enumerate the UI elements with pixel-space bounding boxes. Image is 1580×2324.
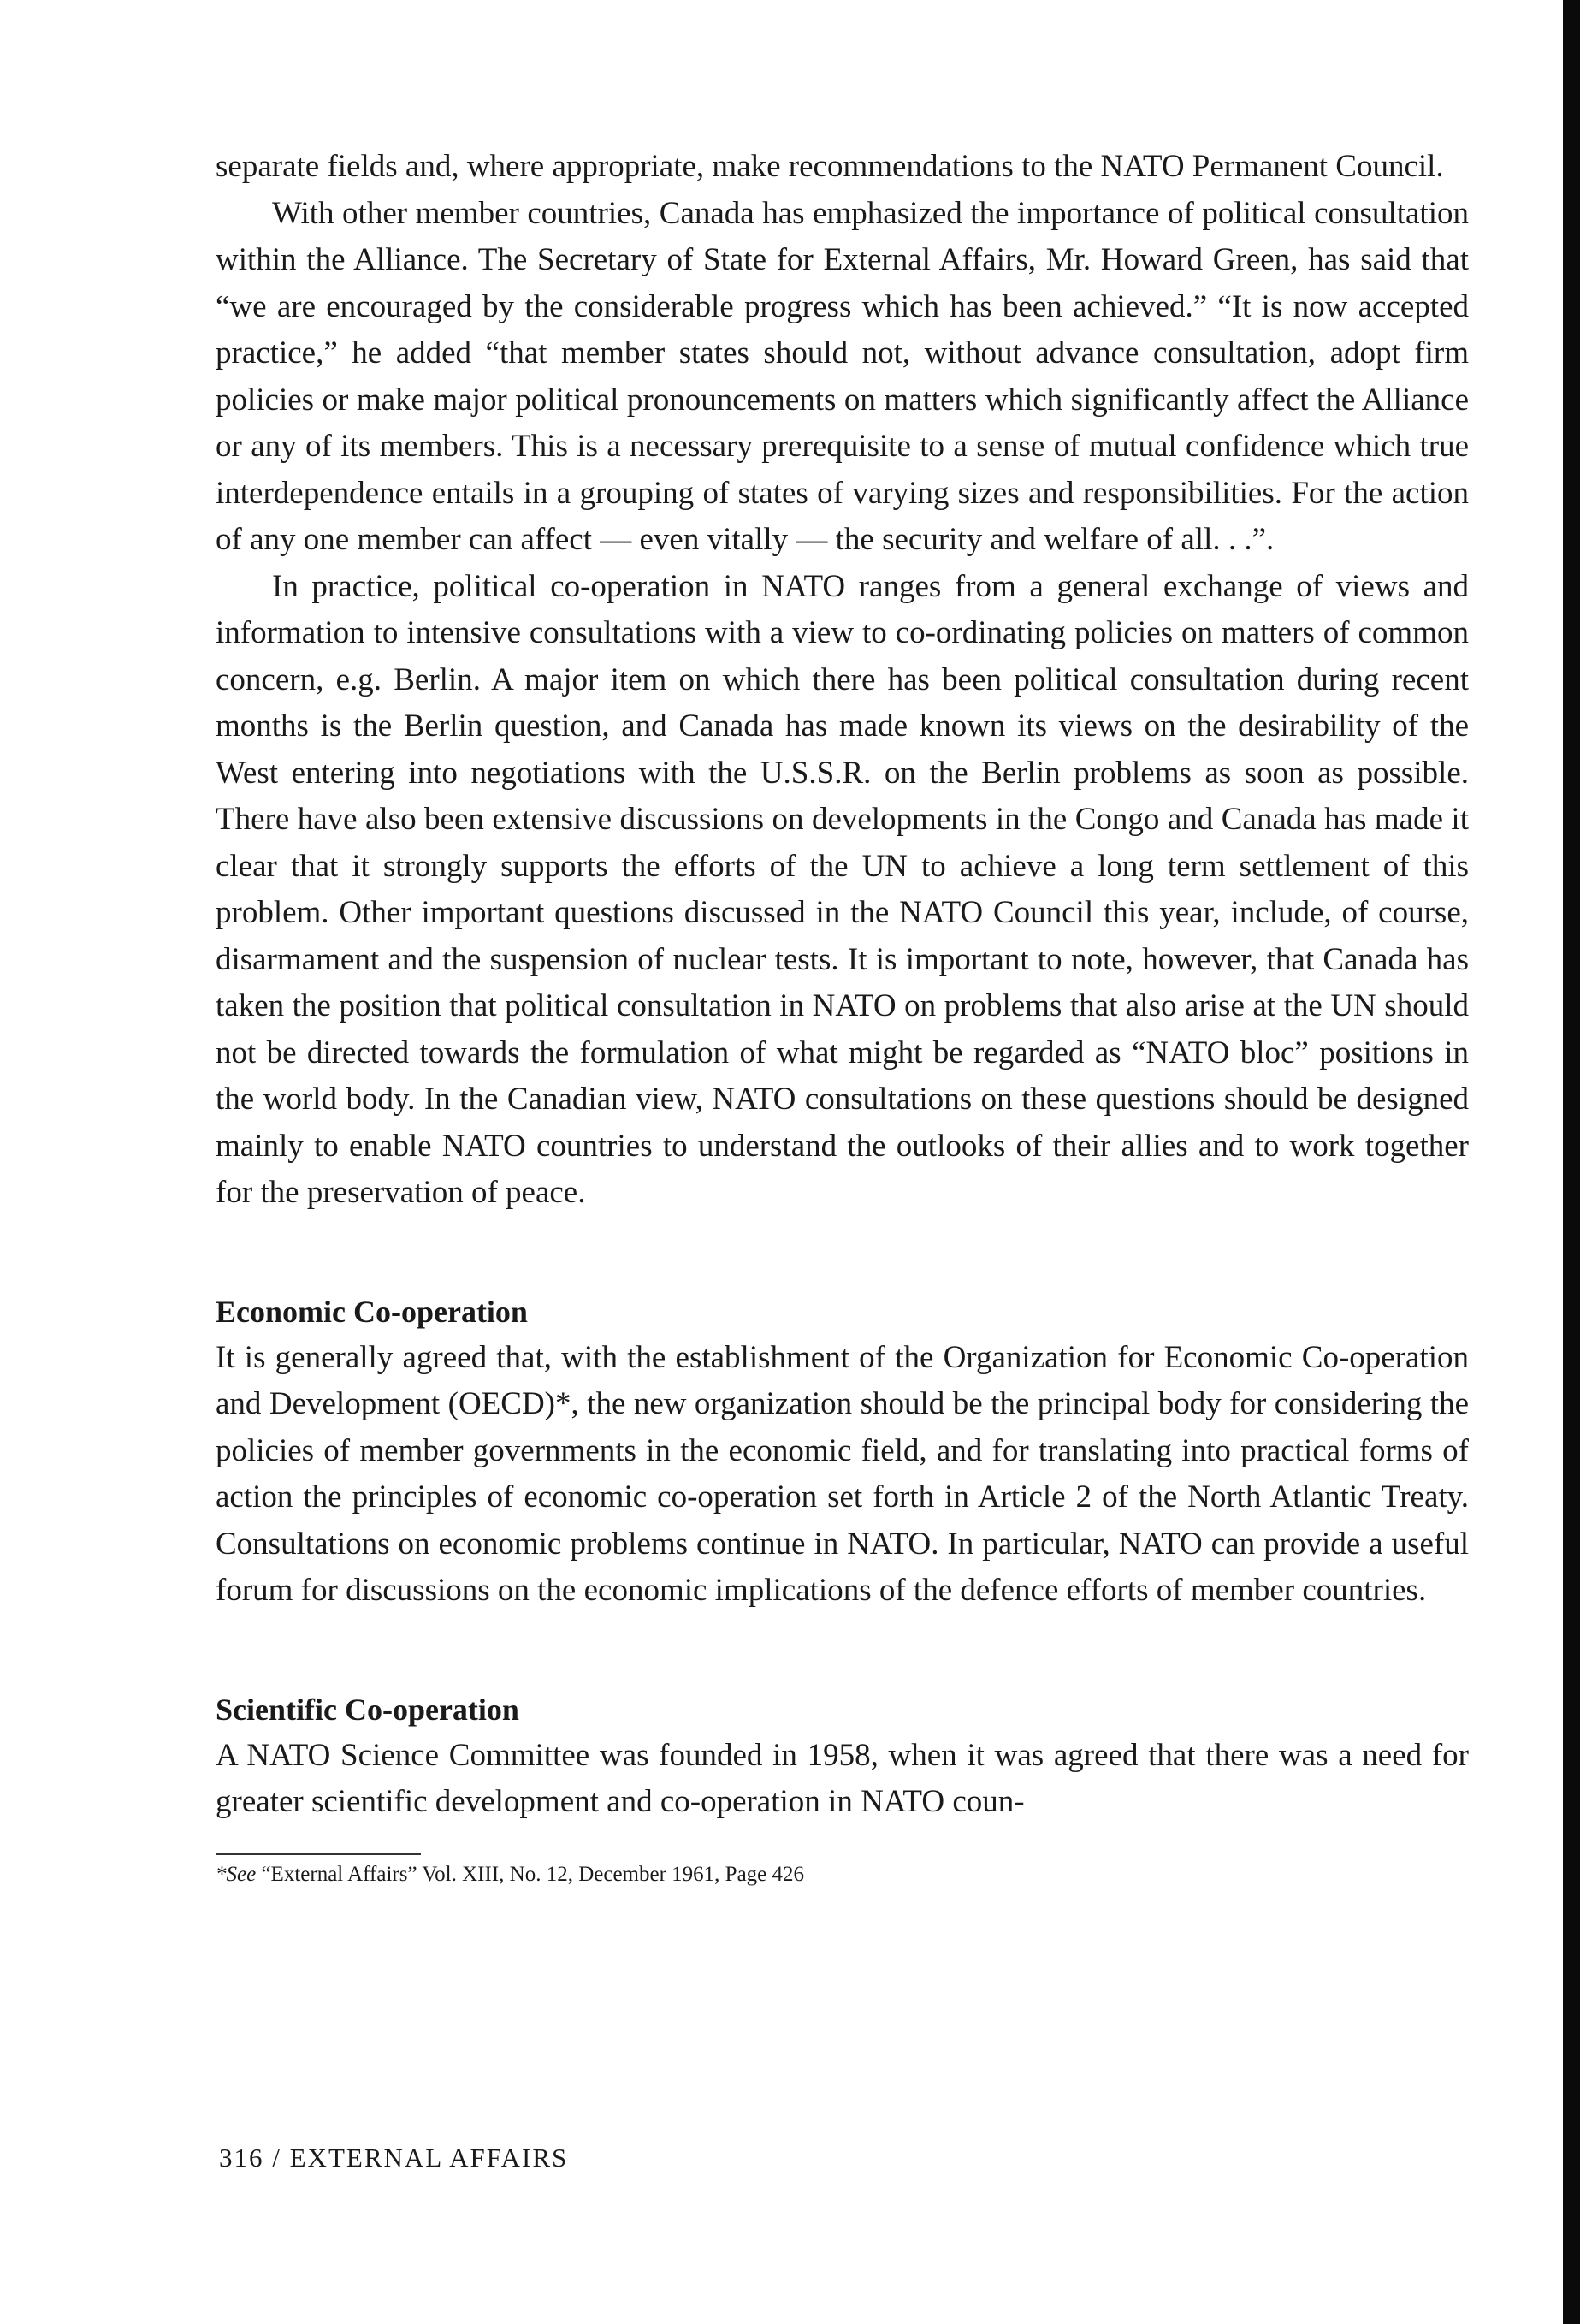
publication-name: EXTERNAL AFFAIRS xyxy=(289,2143,569,2173)
footnote-marker: *See xyxy=(216,1862,257,1886)
footer-separator: / xyxy=(272,2143,281,2173)
section-text-scientific: A NATO Science Committee was founded in 1958, when it was agreed that there was a need for greater scientific development and co-operation in NATO coun- xyxy=(216,1737,1469,1819)
footnote xyxy=(216,1860,1469,1889)
body-paragraph-3: In practice, political co-operation in NATO ranges from a general exchange of views and information to intensive consultations with a view to co-ordinating policies on matters of common concern, e.g. Berlin. A major item on which there has been political consultation during recent months is the Berlin question, and Canada has made known its views on the desirability of the West entering into negotiations with the U.S.S.R. on the Berlin problems as soon as possible. There have also been extensive discussions on developments in the Congo and Canada has made it clear that it strongly supports the efforts of the UN to achieve a long term settlement of this problem. Other important questions discussed in the NATO Council this year, include, of course, disarmament and the suspension of nuclear tests. It is important to note, however, that Canada has taken the position that political consultation in NATO on problems that also arise at the UN should not be directed towards the formulation of what might be regarded as “NATO bloc” positions in the world body. In the Canadian view, NATO consultations on these questions should be designed mainly to enable NATO countries to understand the outlooks of their allies and to work together for the preservation of peace. xyxy=(216,568,1469,1210)
section-heading-economic: Economic Co-operation xyxy=(216,1294,528,1329)
page-footer xyxy=(219,2141,568,2175)
body-paragraph-1: separate fields and, where appropriate, make recommendations to the NATO Permanent Council. xyxy=(216,149,1444,184)
footnote-text: “External Affairs” Vol. XIII, No. 12, December 1961, Page 426 xyxy=(256,1862,805,1886)
footnote-divider xyxy=(216,1853,421,1855)
body-paragraph-2: With other member countries, Canada has emphasized the importance of political consultation within the Alliance. The Secretary of State for External Affairs, Mr. Howard Green, has said that “we are encouraged by the considerable progress which has been achieved.” “It is now accepted practice,” he added “that member states should not, without advance consultation, adopt firm policies or make major political pronouncements on matters which significantly affect the Alliance or any of its members. This is a necessary prerequisite to a sense of mutual confidence which true interdependence entails in a grouping of states of varying sizes and responsibilities. For the action of any one member can affect — even vitally — the security and welfare of all. . .”. xyxy=(216,195,1469,557)
page-content xyxy=(216,144,1469,1889)
section-text-economic: It is generally agreed that, with the establishment of the Organization for Economic Co-operation and Development (OECD)*, the new organization should be the principal body for considering the policies of member governments in the economic field, and for translating into practical forms of action the principles of economic co-operation set forth in Article 2 of the North Atlantic Treaty. Consultations on economic problems continue in NATO. In particular, NATO can provide a useful forum for discussions on the economic implications of the defence efforts of member countries. xyxy=(216,1339,1469,1608)
section-heading-scientific: Scientific Co-operation xyxy=(216,1692,519,1727)
page-edge-shadow xyxy=(1563,0,1580,2324)
page-number: 316 xyxy=(219,2143,264,2173)
